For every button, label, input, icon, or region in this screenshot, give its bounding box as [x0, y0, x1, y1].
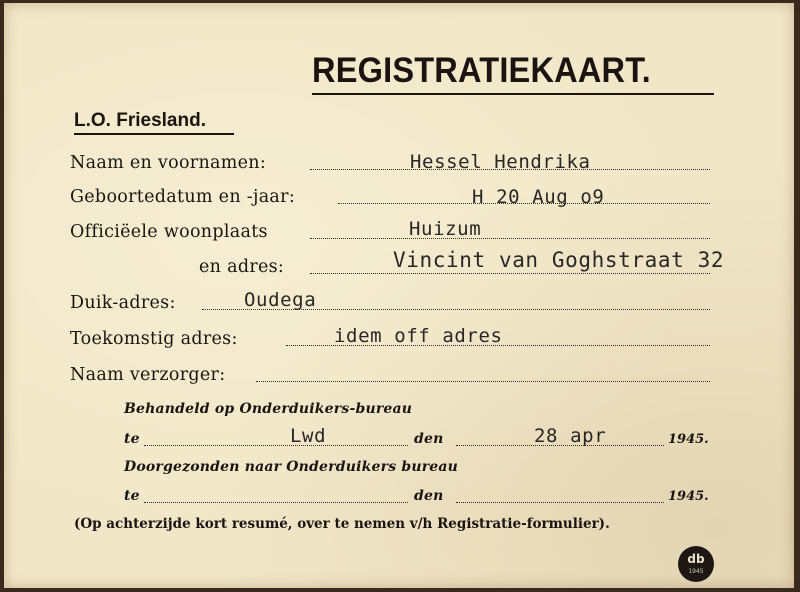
- organization-label: L.O. Friesland.: [74, 110, 206, 131]
- residence-label: Officiëele woonplaats: [70, 222, 268, 242]
- forwarded-year: 1945.: [668, 489, 709, 504]
- seal-subtext: 1945: [688, 568, 704, 575]
- organization-underline: [74, 133, 234, 135]
- card-title: REGISTRATIEKAART.: [312, 51, 651, 90]
- future-address-value: idem off adres: [334, 325, 503, 347]
- processed-heading: Behandeld op Onderduikers-bureau: [124, 401, 413, 417]
- birthdate-value: H 20 Aug o9: [472, 186, 605, 208]
- processed-te-label: te: [124, 431, 140, 447]
- caretaker-dotted-line: [256, 381, 710, 382]
- address-dotted-line: [310, 273, 710, 274]
- processed-den-label: den: [414, 431, 444, 447]
- hiding-address-label: Duik-adres:: [70, 293, 176, 313]
- registration-card: [4, 3, 794, 588]
- processed-place-value: Lwd: [290, 425, 327, 447]
- residence-dotted-line: [310, 238, 710, 239]
- forwarded-te-label: te: [124, 488, 140, 504]
- name-value: Hessel Hendrika: [410, 151, 591, 173]
- address-value: Vincint van Goghstraat 32: [393, 248, 725, 272]
- footer-note: (Op achterzijde kort resumé, over te nemen v/h Registratie-formulier).: [74, 516, 610, 532]
- residence-value: Huizum: [409, 218, 482, 240]
- forwarded-heading: Doorgezonden naar Onderduikers bureau: [124, 459, 459, 475]
- address-label: en adres:: [199, 257, 285, 277]
- caretaker-label: Naam verzorger:: [70, 365, 226, 385]
- future-address-label: Toekomstig adres:: [70, 329, 238, 349]
- processed-date-value: 28 apr: [534, 425, 607, 447]
- hiding-address-value: Oudega: [244, 289, 317, 311]
- forwarded-date-dotted-line: [456, 502, 664, 503]
- birthdate-label: Geboortedatum en -jaar:: [70, 187, 296, 207]
- title-underline: [312, 93, 714, 95]
- forwarded-place-dotted-line: [144, 502, 408, 503]
- processed-year: 1945.: [668, 432, 709, 447]
- processed-place-dotted-line: [144, 445, 408, 446]
- forwarded-den-label: den: [414, 488, 444, 504]
- seal-text: db: [687, 552, 705, 566]
- printer-seal-logo: [678, 546, 714, 582]
- name-label: Naam en voornamen:: [70, 153, 267, 173]
